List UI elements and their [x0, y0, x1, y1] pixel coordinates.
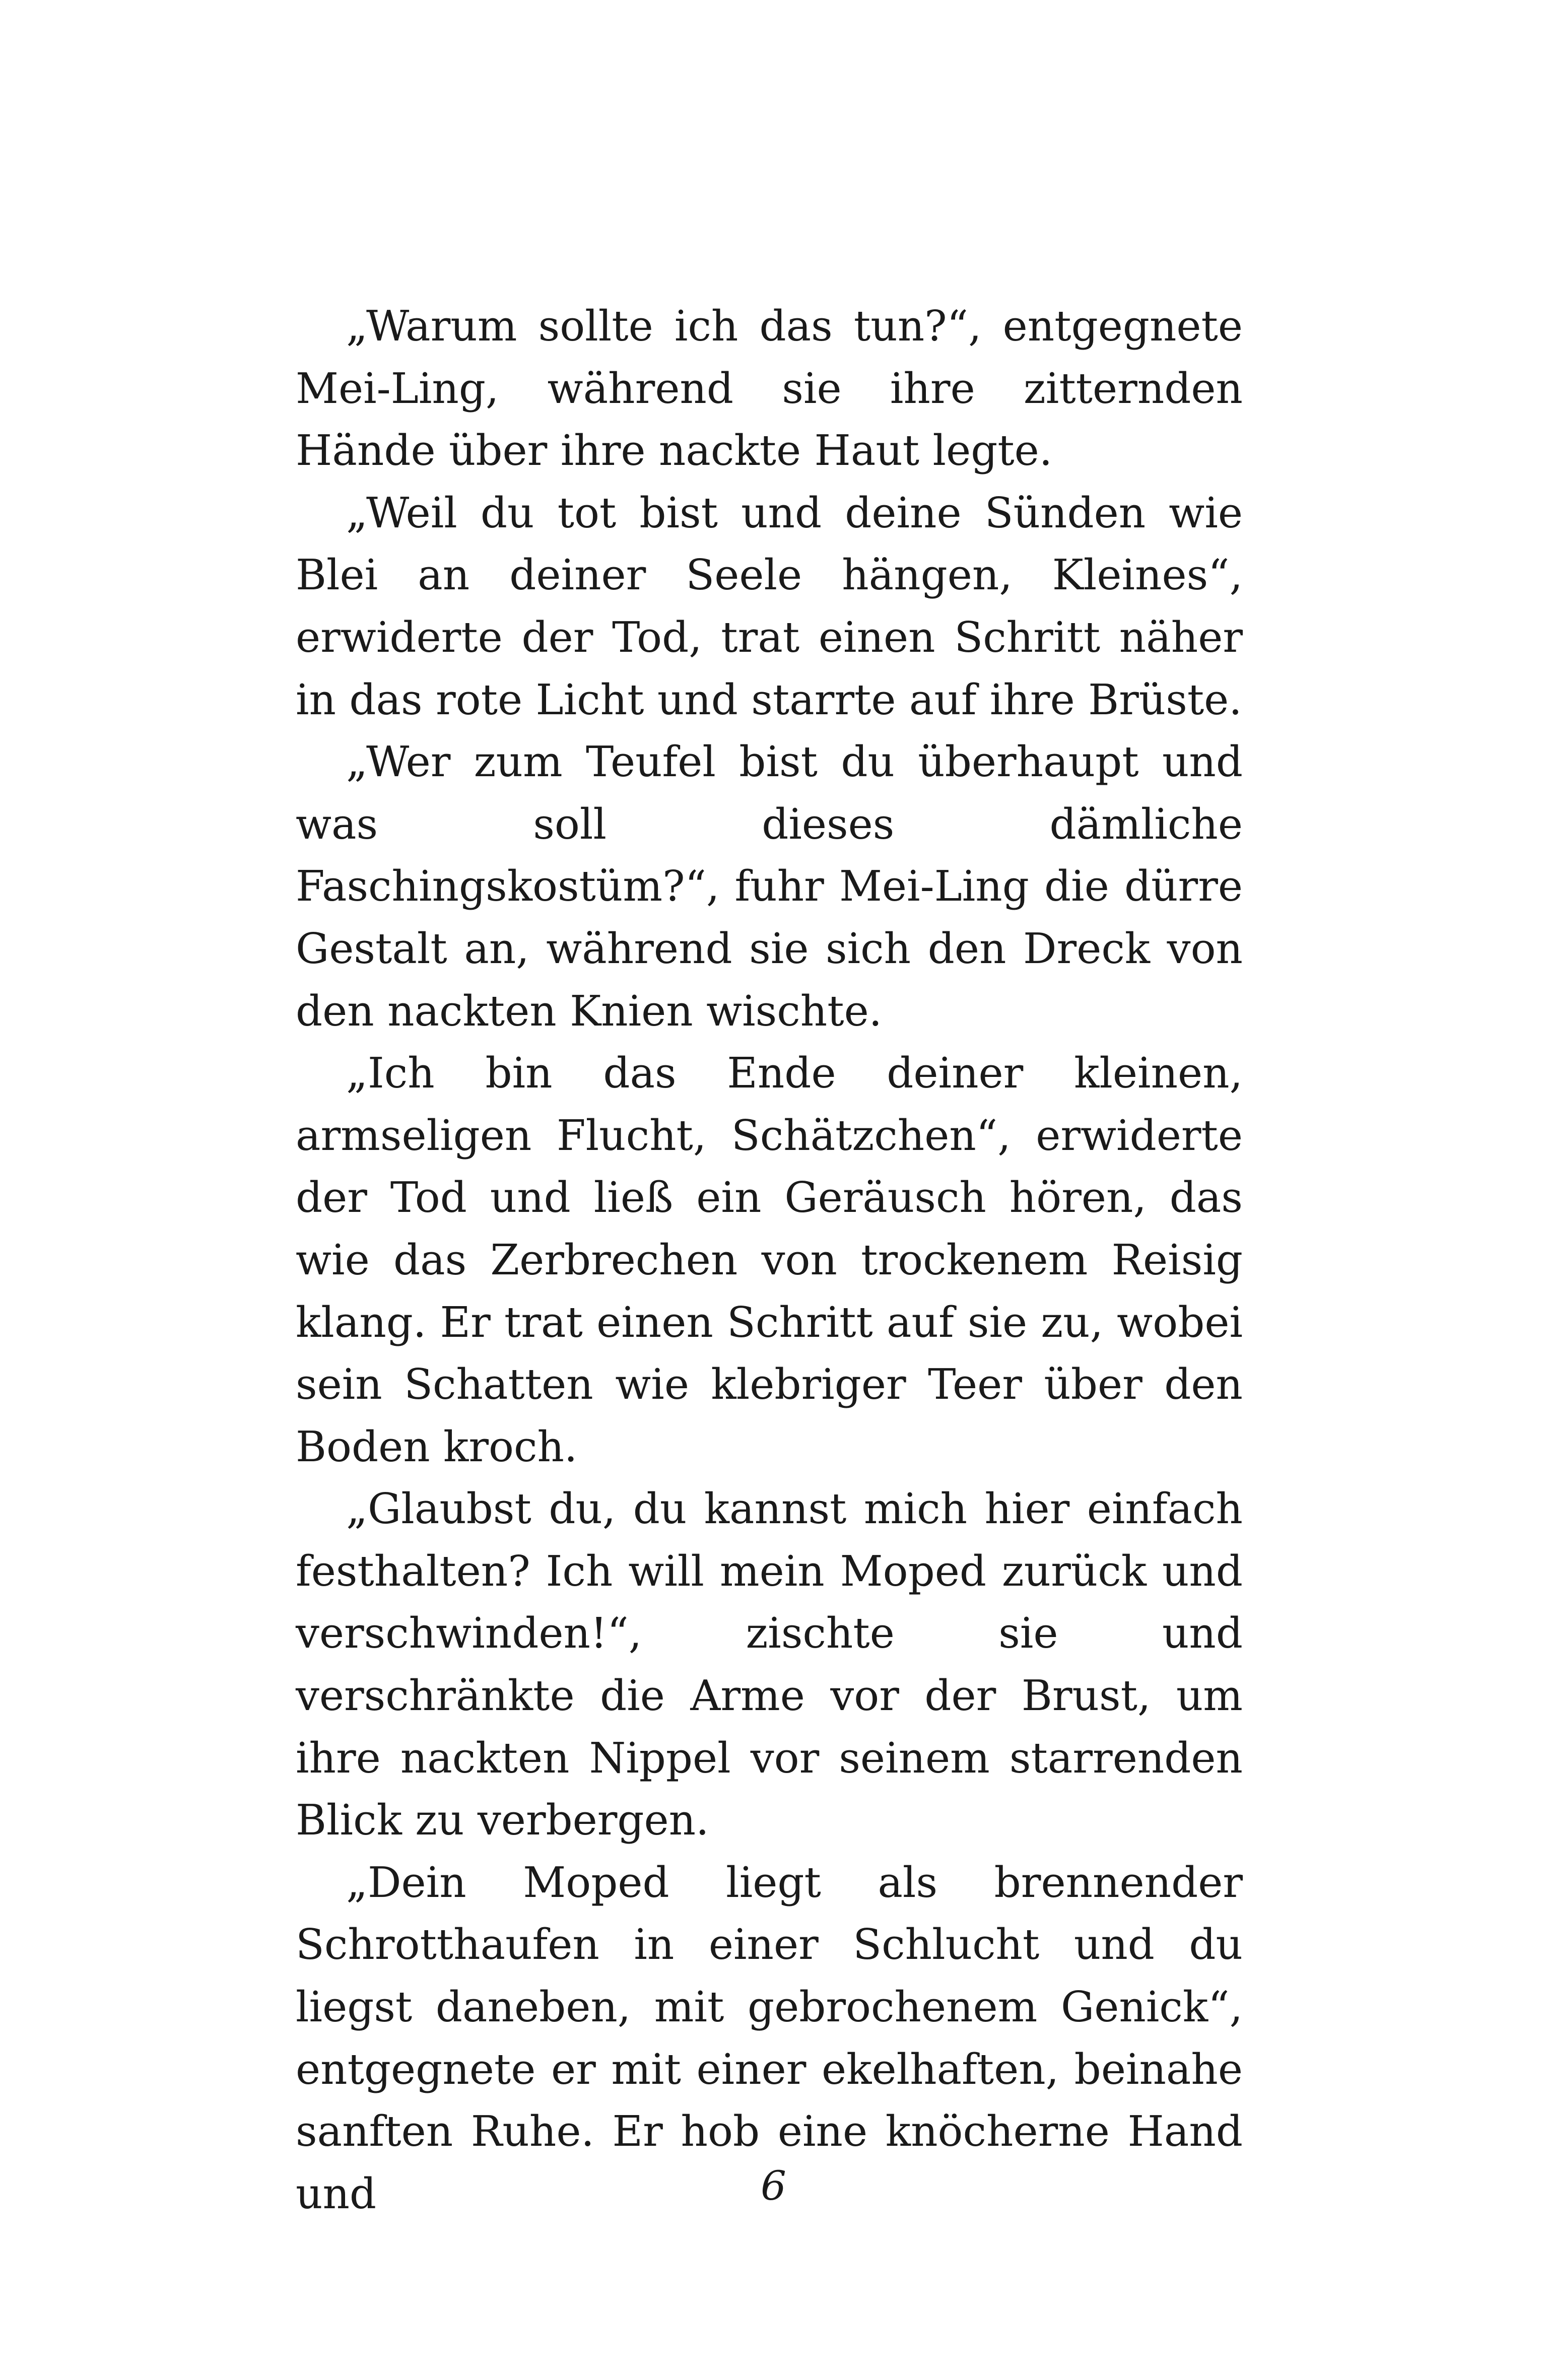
paragraph-3: „Wer zum Teufel bist du überhaupt und was soll dieses dämliche Faschingskostüm?“, fuhr Mei-Ling die dürre Gestalt an, während sie sich den Dreck von den nackten Knien wischte. — [296, 737, 1243, 1036]
paragraph-2: „Weil du tot bist und deine Sünden wie Blei an deiner Seele hängen, Kleines“, erwiderte der Tod, trat einen Schritt näher in das rote Licht und starrte auf ihre Brüste. — [296, 488, 1243, 724]
paragraph-1: „Warum sollte ich das tun?“, entgegnete Mei-Ling, während sie ihre zitternden Hände über ihre nackte Haut legte. — [296, 302, 1243, 475]
body-text — [296, 295, 1243, 2225]
paragraph-4: „Ich bin das Ende deiner kleinen, armseligen Flucht, Schätzchen“, erwiderte der Tod und ließ ein Geräusch hören, das wie das Zerbrechen von trockenem Reisig klang. Er trat einen Schritt auf sie zu, wobei sein Schatten wie klebriger Teer über den Boden kroch. — [296, 1049, 1243, 1471]
page-number: 6 — [761, 2162, 786, 2209]
paragraph-5: „Glaubst du, du kannst mich hier einfach festhalten? Ich will mein Moped zurück und verschwinden!“, zischte sie und verschränkte die Arme vor der Brust, um ihre nackten Nippel vor seinem starrenden Blick zu verbergen. — [296, 1484, 1243, 1845]
paragraph-6: „Dein Moped liegt als brennender Schrotthaufen in einer Schlucht und du liegst daneben, mit gebrochenem Genick“, entgegnete er mit einer ekelhaften, beinahe sanften Ruhe. Er hob eine knöcherne Hand und — [296, 1858, 1243, 2218]
